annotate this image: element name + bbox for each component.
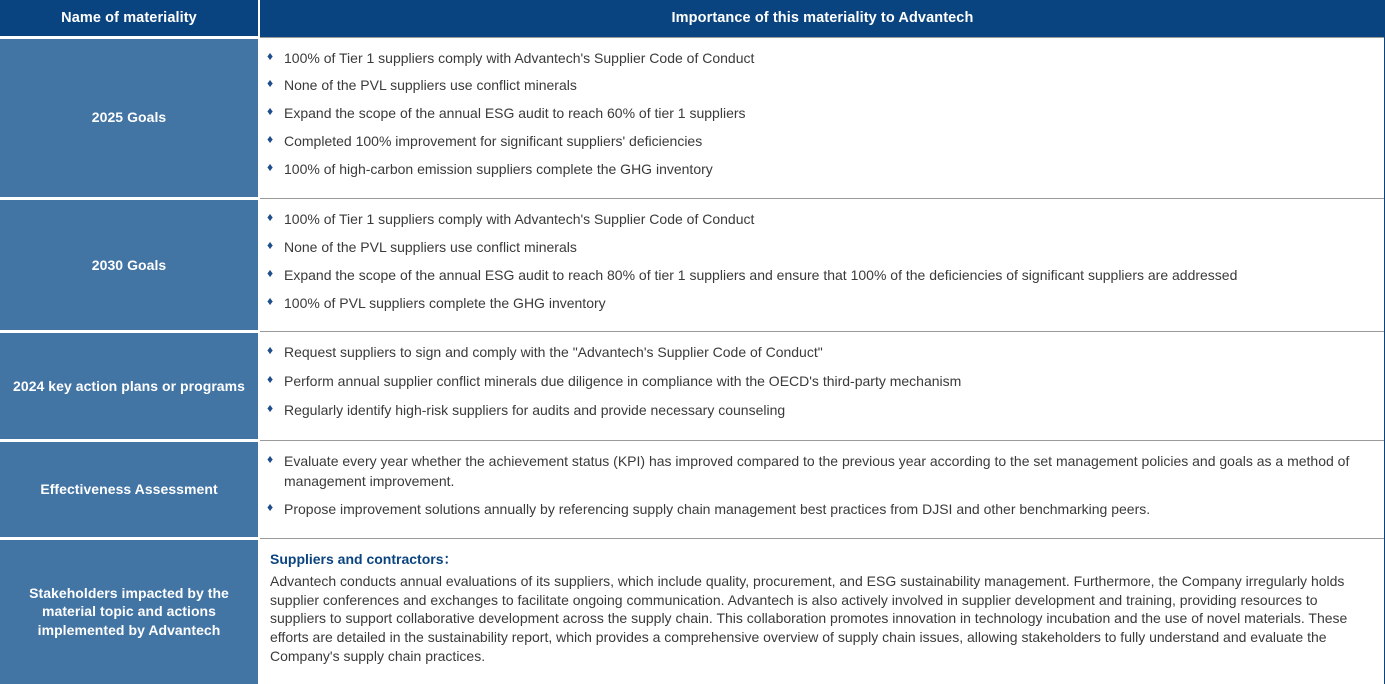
list-item-text: 100% of Tier 1 suppliers comply with Advantech's Supplier Code of Conduct <box>284 210 755 227</box>
list-item-text: None of the PVL suppliers use conflict minerals <box>284 77 577 94</box>
row-content-2024-key-action-plans <box>259 332 1385 441</box>
diamond-bullet-icon: ♦ <box>267 372 274 387</box>
diamond-bullet-icon: ♦ <box>267 401 274 416</box>
diamond-bullet-icon: ♦ <box>267 132 274 147</box>
row-label-2025-goals: 2025 Goals <box>0 37 259 198</box>
table-row <box>0 332 1385 441</box>
row-content-effectiveness-assessment <box>259 441 1385 539</box>
list-item <box>267 104 1370 124</box>
list-item-text: Perform annual supplier conflict minerals due diligence in compliance with the OECD's third-party mechanism <box>284 373 962 390</box>
diamond-bullet-icon: ♦ <box>267 343 274 358</box>
table-row <box>0 441 1385 539</box>
list-item <box>267 160 1370 180</box>
table-row <box>0 538 1385 684</box>
diamond-bullet-icon: ♦ <box>267 104 274 119</box>
list-item <box>267 266 1370 286</box>
column-header-name-of-materiality: Name of materiality <box>0 0 259 37</box>
list-item <box>267 500 1370 520</box>
list-item <box>267 132 1370 152</box>
list-item-text: Completed 100% improvement for significant suppliers' deficiencies <box>284 133 703 150</box>
row-label-2030-goals: 2030 Goals <box>0 198 259 332</box>
row-content-stakeholders-impacted <box>259 538 1385 684</box>
row-label-effectiveness-assessment: Effectiveness Assessment <box>0 441 259 539</box>
diamond-bullet-icon: ♦ <box>267 209 274 224</box>
diamond-bullet-icon: ♦ <box>267 48 274 63</box>
bullet-list <box>267 210 1370 314</box>
table-row <box>0 198 1385 332</box>
diamond-bullet-icon: ♦ <box>267 76 274 91</box>
list-item <box>267 76 1370 96</box>
stakeholder-description-paragraph: Advantech conducts annual evaluations of its suppliers, which include quality, procurement, and ESG sustainability management. Furthermore, the Company irregularly holds supplier conferences and exchanges to facilitate ongoing communication. Advantech is also actively involved in supplier development and training, providing resources to suppliers to support collaborative development across the supply chain. This collaboration promotes innovation in technology incubation and the use of novel materials. These efforts are detailed in the sustainability report, which provides a comprehensive overview of supply chain issues, allowing stakeholders to fully understand and evaluate the Company's supply chain practices. <box>270 573 1348 664</box>
bullet-list <box>267 49 1370 180</box>
diamond-bullet-icon: ♦ <box>267 499 274 514</box>
list-item-text: 100% of high-carbon emission suppliers complete the GHG inventory <box>284 161 713 177</box>
list-item-text: 100% of Tier 1 suppliers comply with Advantech's Supplier Code of Conduct <box>284 49 755 66</box>
list-item-text: Request suppliers to sign and comply with the "Advantech's Supplier Code of Conduct" <box>284 344 823 361</box>
diamond-bullet-icon: ♦ <box>267 265 274 280</box>
list-item <box>267 49 1370 69</box>
list-item-text: Evaluate every year whether the achievement status (KPI) has improved compared to the previous year according to the set management policies and goals as a method of management improvement. <box>284 453 1350 489</box>
list-item <box>267 452 1370 492</box>
list-item <box>267 372 1370 392</box>
diamond-bullet-icon: ♦ <box>267 237 274 252</box>
list-item <box>267 343 1370 363</box>
row-label-2024-key-action-plans: 2024 key action plans or programs <box>0 332 259 441</box>
list-item-text: Expand the scope of the annual ESG audit to reach 80% of tier 1 suppliers and ensure that 100% of the deficiencies of significant suppliers are addressed <box>284 266 1238 283</box>
list-item <box>267 210 1370 230</box>
bullet-list <box>267 452 1370 520</box>
column-header-importance: Importance of this materiality to Advantech <box>259 0 1385 37</box>
table-body <box>0 37 1385 684</box>
row-content-2025-goals <box>259 37 1385 198</box>
table-row <box>0 37 1385 198</box>
list-item <box>267 238 1370 258</box>
diamond-bullet-icon: ♦ <box>267 452 274 466</box>
list-item-text: Propose improvement solutions annually by referencing supply chain management best practices from DJSI and other benchmarking peers. <box>284 500 1151 517</box>
row-label-stakeholders-impacted: Stakeholders impacted by the material topic and actions implemented by Advantech <box>0 538 259 684</box>
header-row <box>0 0 1385 37</box>
diamond-bullet-icon: ♦ <box>267 293 274 308</box>
list-item <box>267 294 1370 314</box>
row-content-2030-goals <box>259 198 1385 332</box>
list-item-text: Regularly identify high-risk suppliers for audits and provide necessary counseling <box>284 402 786 419</box>
list-item <box>267 401 1370 421</box>
list-item-text: Expand the scope of the annual ESG audit to reach 60% of tier 1 suppliers <box>284 105 746 122</box>
bullet-list <box>267 343 1370 421</box>
table-header <box>0 0 1385 37</box>
stakeholder-group-heading: Suppliers and contractors： <box>270 550 458 567</box>
list-item-text: None of the PVL suppliers use conflict minerals <box>284 238 577 255</box>
diamond-bullet-icon: ♦ <box>267 160 274 174</box>
list-item-text: 100% of PVL suppliers complete the GHG inventory <box>284 294 606 311</box>
